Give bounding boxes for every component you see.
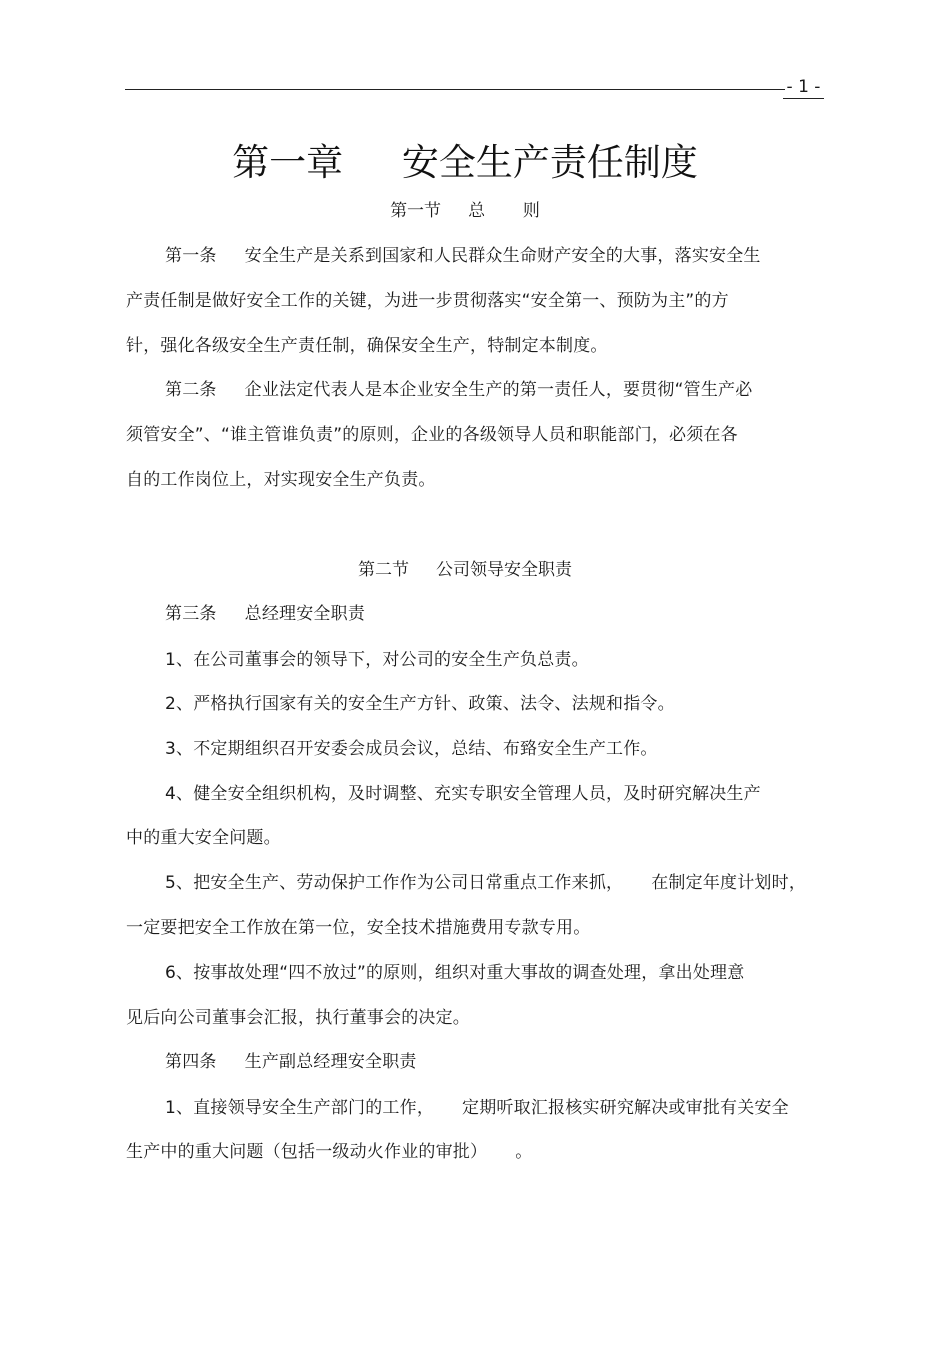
page-number: - 1 - (783, 76, 824, 99)
list-item: 1、直接领导安全生产部门的工作， 定期听取汇报核实研究解决或审批有关安全 (165, 1098, 789, 1118)
article-1-line-2: 产责任制是做好安全工作的关键，为进一步贯彻落实“安全第一、预防为主”的方 (126, 291, 729, 311)
list-item: 4、健全安全组织机构，及时调整、充实专职安全管理人员，及时研究解决生产 (165, 784, 761, 804)
list-item-continuation: 中的重大安全问题。 (126, 828, 281, 848)
chapter-title: 第一章 安全生产责任制度 (232, 141, 698, 184)
list-item: 1、在公司董事会的领导下，对公司的安全生产负总责。 (165, 650, 589, 670)
article-2-line-2: 须管安全”、“谁主管谁负责”的原则，企业的各级领导人员和职能部门，必须在各 (126, 425, 738, 445)
section-title-leadership: 第二节 公司领导安全职责 (357, 560, 573, 580)
article-4-heading: 第四条 生产副总经理安全职责 (165, 1052, 417, 1072)
list-item: 6、按事故处理“四不放过”的原则，组织对重大事故的调查处理，拿出处理意 (165, 963, 745, 983)
header-rule (125, 89, 785, 90)
list-item: 2、严格执行国家有关的安全生产方针、政策、法令、法规和指令。 (165, 694, 675, 714)
article-2-line-3: 自的工作岗位上，对实现安全生产负责。 (126, 470, 436, 490)
article-1-line-1: 第一条 安全生产是关系到国家和人民群众生命财产安全的大事，落实安全生 (165, 246, 761, 266)
article-1-line-3: 针，强化各级安全生产责任制，确保安全生产，特制定本制度。 (126, 336, 608, 356)
article-2-line-1: 第二条 企业法定代表人是本企业安全生产的第一责任人，要贯彻“管生产必 (165, 380, 753, 400)
list-item: 5、把安全生产、劳动保护工作作为公司日常重点工作来抓， 在制定年度计划时， (165, 873, 807, 893)
list-item-continuation: 一定要把安全工作放在第一位，安全技术措施费用专款专用。 (126, 918, 591, 938)
list-item-continuation: 生产中的重大问题（包括一级动火作业的审批） 。 (126, 1142, 533, 1162)
list-item: 3、不定期组织召开安委会成员会议，总结、布臵安全生产工作。 (165, 739, 658, 759)
list-item-continuation: 见后向公司董事会汇报，执行董事会的决定。 (126, 1008, 470, 1028)
article-3-heading: 第三条 总经理安全职责 (165, 604, 366, 624)
section-title-general: 第一节 总 则 (390, 201, 540, 221)
